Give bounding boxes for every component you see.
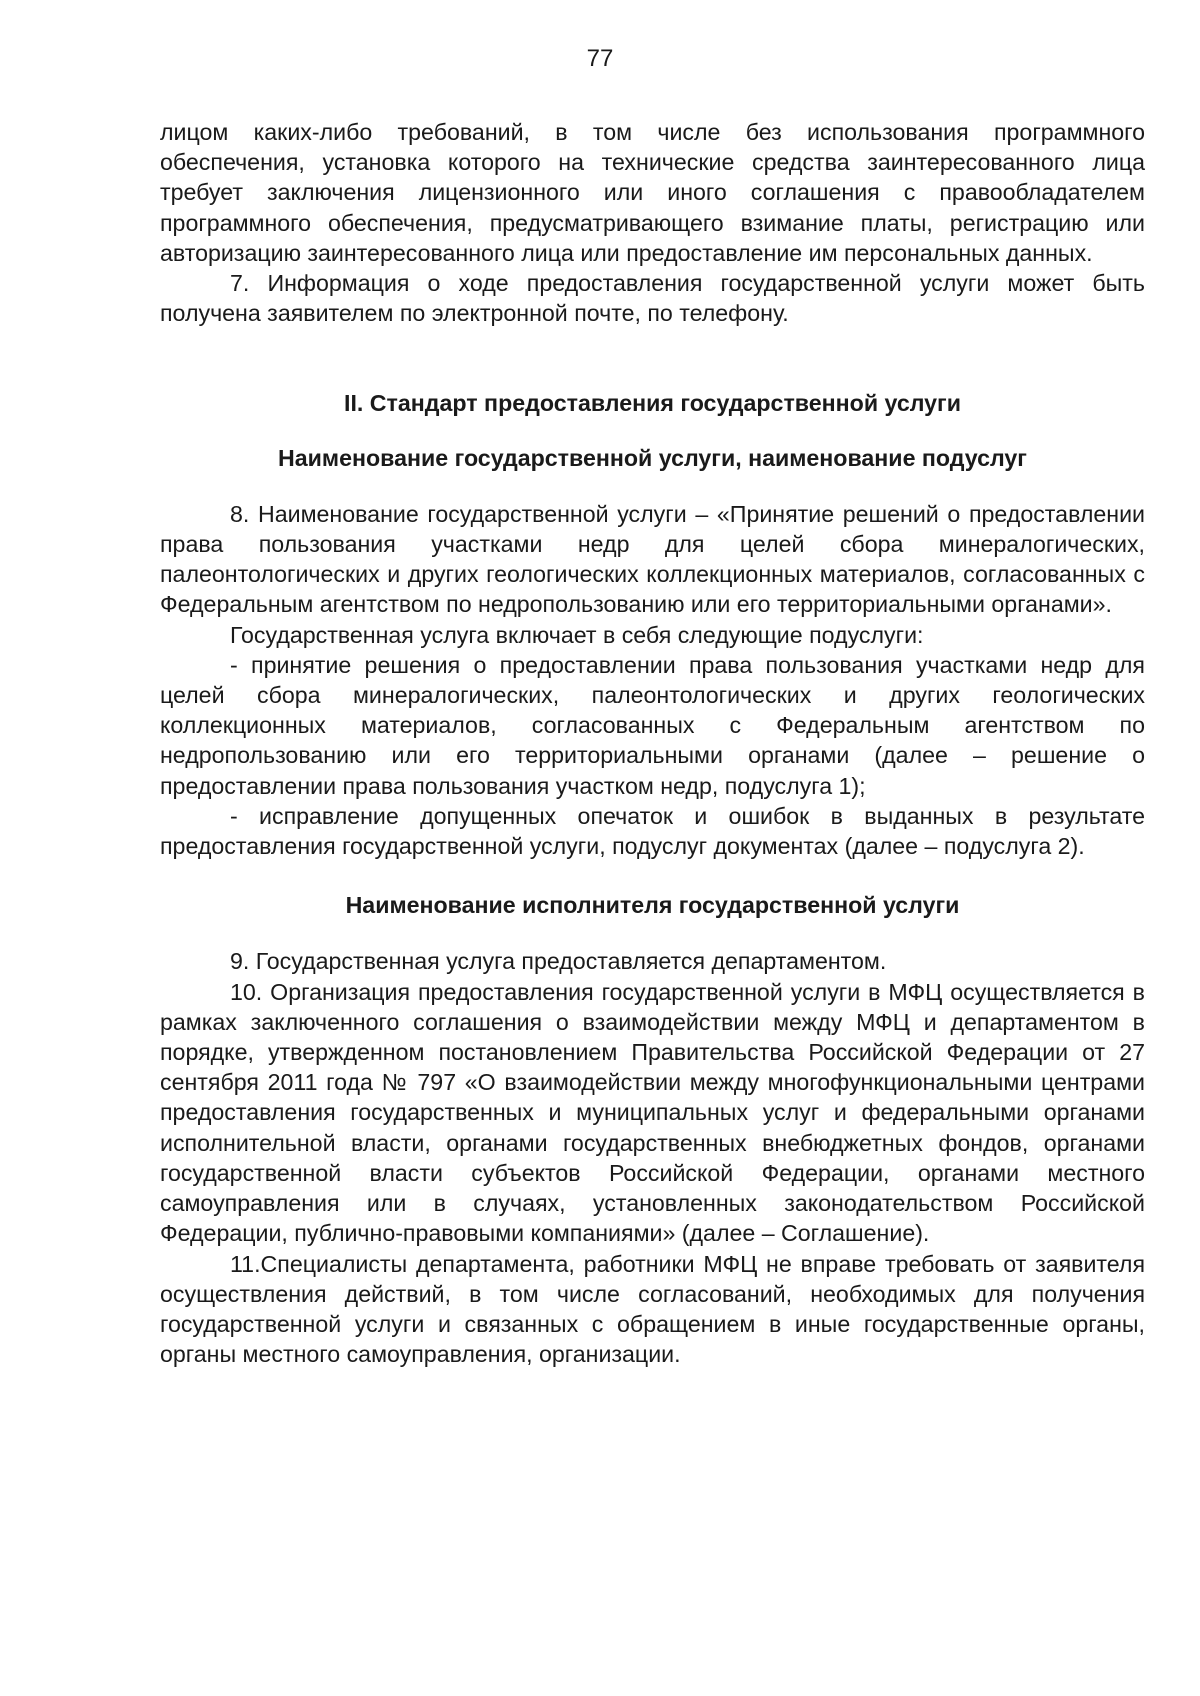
section-title: II. Стандарт предоставления государственной услуги (344, 390, 961, 417)
paragraph-11: 11.Специалисты департамента, работники МФЦ не вправе требовать от заявителя осуществления действий, в том числе согласований, необходимых для получения государственной услуги и связанных с обращением в иные государственные органы, органы местного самоуправления, организации. (160, 1250, 1145, 1368)
paragraph-subservices-intro: Государственная услуга включает в себя следующие подуслуги: (230, 621, 924, 648)
document-body (160, 117, 1145, 1369)
paragraph-subservice-1: - принятие решения о предоставлении права пользования участками недр для целей сбора минералогических, палеонтологических и других геологических коллекционных материалов, согласованных с Федеральным агентством по недропользованию или его территориальными органами (далее – решение о предоставлении права пользования участком недр, подуслуга 1); (160, 651, 1145, 799)
paragraph-8: 8. Наименование государственной услуги – «Принятие решений о предоставлении права пользования участками недр для целей сбора минералогических, палеонтологических и других геологических коллекционных материалов, согласованных с Федеральным агентством по недропользованию или его территориальными органами». (160, 500, 1145, 618)
paragraph-10: 10. Организация предоставления государственной услуги в МФЦ осуществляется в рамках заключенного соглашения о взаимодействии между МФЦ и департаментом в порядке, утвержденном постановлением Правительства Российской Федерации от 27 сентября 2011 года № 797 «О взаимодействии между многофункциональными центрами предоставления государственных и муниципальных услуг и федеральными органами исполнительной власти, органами государственных внебюджетных фондов, органами государственной власти субъектов Российской Федерации, органами местного самоуправления или в случаях, установленных законодательством Российской Федерации, публично-правовыми компаниями» (далее – Соглашение). (160, 978, 1145, 1247)
subsection-title-executor: Наименование исполнителя государственной услуги (345, 892, 960, 919)
subsection-title-service-name: Наименование государственной услуги, наименование подуслуг (278, 444, 1027, 471)
page-number: 77 (586, 45, 614, 72)
paragraph-continued: лицом каких-либо требований, в том числе без использования программного обеспечения, установка которого на технические средства заинтересованного лица требует заключения лицензионного или иного соглашения с правообладателем программного обеспечения, предусматривающего взимание платы, регистрацию или авторизацию заинтересованного лица или предоставление им персональных данных. (160, 119, 1145, 266)
paragraph-9: 9. Государственная услуга предоставляется департаментом. (230, 948, 887, 975)
paragraph-7: 7. Информация о ходе предоставления государственной услуги может быть получена заявителем по электронной почте, по телефону. (160, 270, 1145, 327)
paragraph-subservice-2: - исправление допущенных опечаток и ошибок в выданных в результате предоставления государственной услуги, подуслуг документах (далее – подуслуга 2). (160, 802, 1145, 860)
